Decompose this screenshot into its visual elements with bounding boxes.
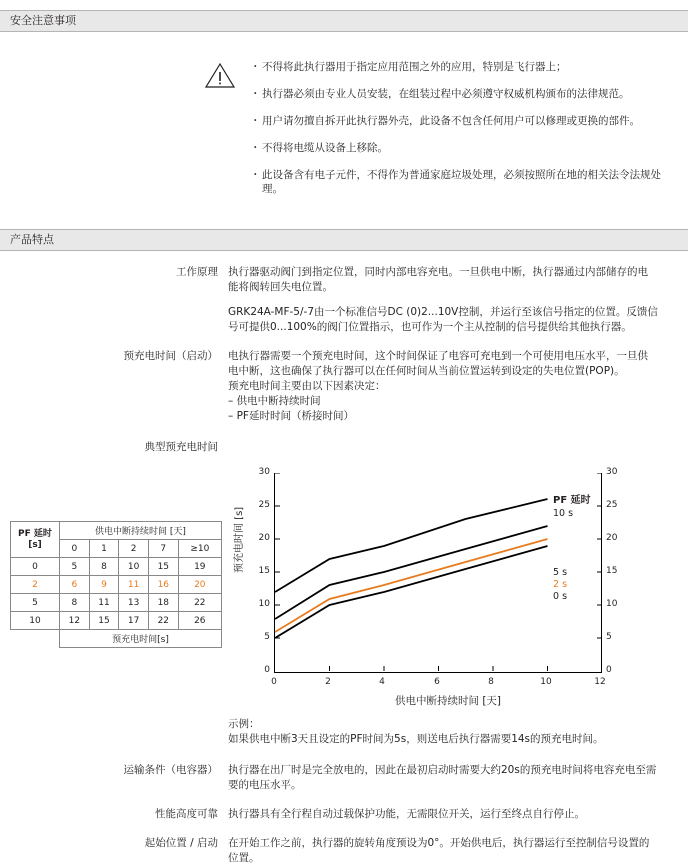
table-cell: 0: [11, 558, 60, 576]
table-cell: 12: [60, 612, 90, 630]
x-tick: 10: [540, 677, 552, 687]
feature-label: 运输条件（电容器）: [123, 764, 218, 776]
table-col-header: 0: [60, 540, 90, 558]
legend-entry: 10 s: [553, 508, 574, 519]
feature-row-start-position: [0, 836, 688, 866]
y-tick-right: 5: [606, 632, 612, 642]
table-row: [11, 522, 222, 540]
table-cell: 15: [89, 612, 119, 630]
y-tick-right: 0: [606, 665, 612, 675]
table-cell: 6: [60, 576, 90, 594]
y-tick-right: 15: [606, 566, 618, 576]
table-cell: 15: [148, 558, 178, 576]
feature-row-chart: [0, 440, 688, 455]
feature-row-transport: [0, 763, 688, 793]
paragraph: 执行器在出厂时是完全放电的，因此在最初启动时需要大约20s的预充电时间将电容充电至需要的电压水平。: [228, 764, 657, 791]
feature-text: [228, 349, 658, 424]
y-tick-left: 0: [264, 665, 270, 675]
feature-text: [228, 836, 658, 866]
feature-label: 典型预充电时间: [144, 441, 218, 453]
list-item: ・ 不得将电缆从设备上移除。: [252, 141, 674, 155]
feature-text: [228, 763, 658, 793]
table-col-header: 1: [89, 540, 119, 558]
safety-bullet-list: [190, 42, 674, 209]
table-col-header: 2: [119, 540, 149, 558]
legend-entry: 2 s: [553, 579, 568, 590]
y-tick-left: 30: [258, 467, 270, 477]
table-row: [11, 576, 222, 594]
table-cell: 5: [60, 558, 90, 576]
table-cell: 13: [119, 594, 149, 612]
safety-section-title: 安全注意事项: [10, 14, 76, 27]
x-tick: 12: [594, 677, 606, 687]
paragraph: 执行器具有全行程自动过载保护功能，无需限位开关，运行至终点自行停止。: [228, 808, 585, 820]
list-item: ・ 不得将此执行器用于指定应用范围之外的应用，特别是飞行器上；: [252, 60, 674, 74]
table-col-header: ≥10: [178, 540, 221, 558]
table-cell: 19: [178, 558, 221, 576]
paragraph: 电执行器需要一个预充电时间，这个时间保证了电容可充电到一个可使用电压水平，一旦供电中断，这也确保了执行器可以在任何时间从当前位置运转到设定的失电位置(POP)。: [228, 350, 648, 377]
table-col-header: 7: [148, 540, 178, 558]
x-tick: 6: [434, 677, 440, 687]
feature-row-reliability: [0, 807, 688, 822]
table-cell: 22: [178, 594, 221, 612]
y-tick-left: 5: [264, 632, 270, 642]
table-cell: 26: [178, 612, 221, 630]
table-cell: 2: [11, 576, 60, 594]
x-tick: 8: [488, 677, 494, 687]
y-tick-left: 25: [258, 500, 270, 510]
feature-row-precharge-time: [0, 349, 688, 424]
paragraph: GRK24A-MF-5/-7由一个标准信号DC (0)2...10V控制，并运行至该信号指定的位置。反馈信号可提供0...100%的阀门位置指示，也可作为一个主从控制的信号提供给其他执行器。: [228, 306, 658, 333]
precharge-line-chart: [234, 465, 638, 707]
chart-y-axis-label: 预充电时间 [s]: [234, 506, 245, 573]
table-cell: 5: [11, 594, 60, 612]
table-cell: 9: [89, 576, 119, 594]
table-cell: 11: [89, 594, 119, 612]
precharge-time-table: [10, 521, 222, 648]
x-tick: 0: [271, 677, 277, 687]
example-title: 示例：: [228, 718, 260, 730]
y-tick-right: 10: [606, 599, 618, 609]
warning-triangle-icon: [205, 62, 235, 88]
table-row: [11, 558, 222, 576]
chart-plot-area: [274, 473, 602, 673]
example-spacer: [0, 717, 228, 747]
legend-title: PF 延时: [553, 495, 591, 506]
safety-body: [0, 32, 688, 213]
feature-text: [228, 807, 658, 822]
feature-label: 起始位置 / 启动: [144, 837, 218, 849]
feature-text: [228, 265, 658, 335]
chart-x-axis-label: 供电中断持续时间 [天]: [394, 695, 502, 707]
y-tick-left: 15: [258, 566, 270, 576]
y-tick-left: 20: [258, 533, 270, 543]
features-section-title: 产品特点: [10, 233, 54, 246]
y-tick-right: 25: [606, 500, 618, 510]
list-item: ・ 用户请勿擅自拆开此执行器外壳，此设备不包含任何用户可以修理或更换的部件。: [252, 114, 674, 128]
y-tick-right: 20: [606, 533, 618, 543]
paragraph: 在开始工作之前，执行器的旋转角度预设为0°。开始供电后，执行器运行至控制信号设置的位置。: [228, 837, 650, 864]
table-cell: 20: [178, 576, 221, 594]
feature-label: 工作原理: [176, 266, 218, 278]
precharge-chart-block: [0, 459, 688, 709]
feature-row-working-principle: [0, 265, 688, 335]
safety-section-header: [0, 10, 688, 32]
table-cell: 17: [119, 612, 149, 630]
table-cell: 8: [60, 594, 90, 612]
x-tick: 4: [379, 677, 385, 687]
chart-legend: [553, 491, 591, 602]
example-text: [228, 717, 658, 747]
paragraph: 执行器驱动阀门到指定位置，同时内部电容充电。一旦供电中断，执行器通过内部储存的电能将阀转回失电位置。: [228, 266, 648, 293]
table-header-duration: 供电中断持续时间 [天]: [60, 522, 222, 540]
y-tick-left: 10: [258, 599, 270, 609]
paragraph: 预充电时间主要由以下因素决定：: [228, 380, 386, 392]
list-item: ・ 此设备含有电子元件，不得作为普通家庭垃圾处理，必须按照所在地的相关法令法规处理。: [252, 168, 674, 196]
example-body: 如果供电中断3天且设定的PF时间为5s，则送电后执行器需要14s的预充电时间。: [228, 733, 604, 745]
paragraph: – PF延时时间（桥接时间）: [228, 410, 354, 422]
example-block: [0, 717, 688, 747]
table-cell: 16: [148, 576, 178, 594]
table-row: [11, 612, 222, 630]
table-cell: 8: [89, 558, 119, 576]
table-cell: 18: [148, 594, 178, 612]
table-cell: 22: [148, 612, 178, 630]
legend-entry: 0 s: [553, 591, 568, 602]
x-tick: 2: [325, 677, 331, 687]
table-cell: 10: [119, 558, 149, 576]
table-row: [11, 594, 222, 612]
feature-label: 性能高度可靠: [155, 808, 218, 820]
table-cell: 10: [11, 612, 60, 630]
table-cell: 11: [119, 576, 149, 594]
table-row: [11, 630, 222, 648]
legend-entry: 5 s: [553, 567, 568, 578]
features-section-header: [0, 229, 688, 251]
table-header-pf: PF 延时 [s]: [11, 522, 60, 558]
feature-label: 预充电时间（启动）: [123, 350, 218, 362]
paragraph: – 供电中断持续时间: [228, 395, 321, 407]
list-item: ・ 执行器必须由专业人员安装，在组装过程中必须遵守权威机构颁布的法律规范。: [252, 87, 674, 101]
table-caption: 预充电时间[s]: [60, 630, 222, 648]
y-tick-right: 30: [606, 467, 618, 477]
